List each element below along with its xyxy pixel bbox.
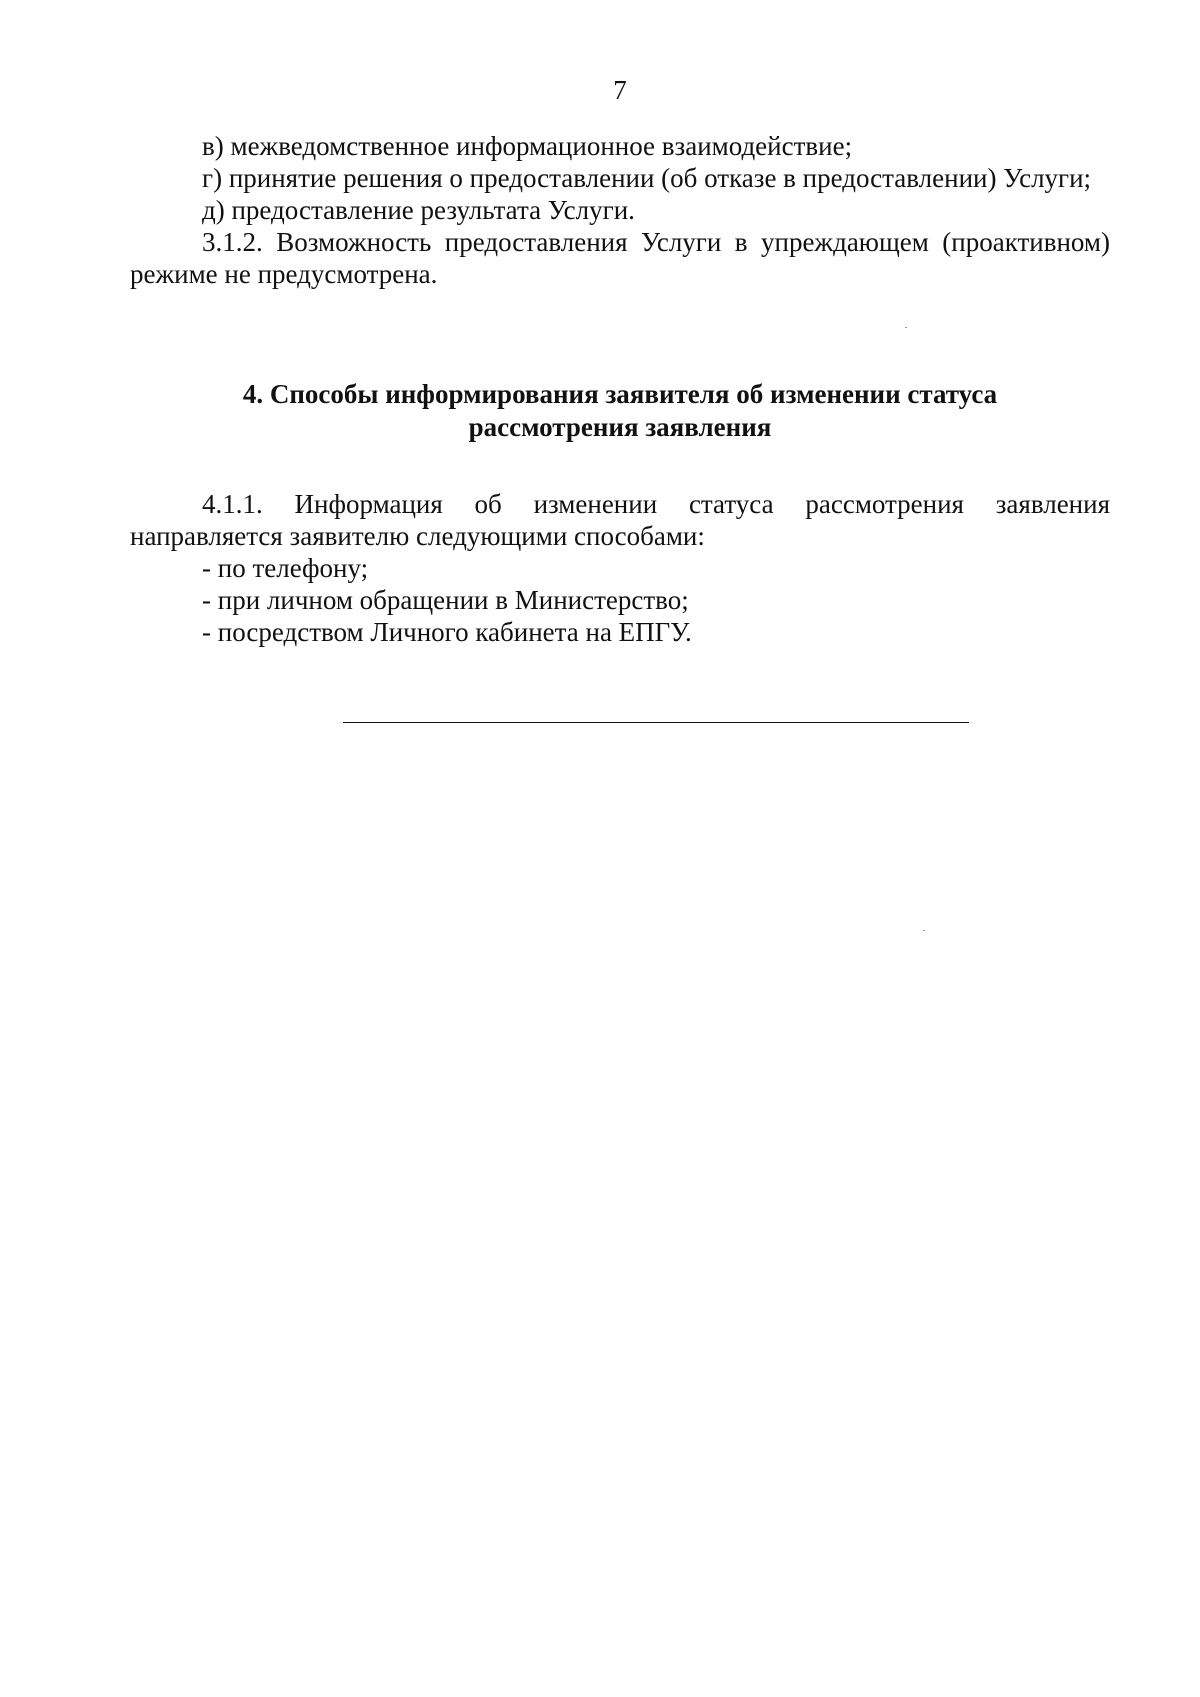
- list-item-d: д) предоставление результата Услуги.: [202, 195, 635, 225]
- scan-speck: [923, 930, 925, 931]
- method-item-phone: - по телефону;: [202, 553, 369, 583]
- list-item-v: в) межведомственное информационное взаимодействие;: [202, 131, 853, 161]
- section-heading-line1: 4. Способы информирования заявителя об изменении статуса: [242, 379, 998, 409]
- scan-speck: [905, 327, 907, 328]
- informing-methods-block: [130, 488, 1110, 648]
- paragraph-4-1-1: 4.1.1. Информация об изменении статуса рассмотрения заявления направляется заявителю следующими способами:: [130, 489, 1110, 551]
- list-item-g: г) принятие решения о предоставлении (об отказе в предоставлении) Услуги;: [202, 163, 1092, 193]
- paragraph-3-1-2: 3.1.2. Возможность предоставления Услуги в упреждающем (проактивном) режиме не предусмотрена.: [130, 227, 1110, 289]
- section-heading-line2: рассмотрения заявления: [468, 412, 772, 442]
- method-item-in-person: - при личном обращении в Министерство;: [202, 585, 689, 615]
- service-steps-block: [130, 130, 1110, 290]
- end-of-document-rule: [343, 722, 969, 723]
- section-heading: [130, 378, 1110, 444]
- method-item-personal-account: - посредством Личного кабинета на ЕПГУ.: [202, 617, 692, 647]
- page-number: 7: [613, 75, 627, 105]
